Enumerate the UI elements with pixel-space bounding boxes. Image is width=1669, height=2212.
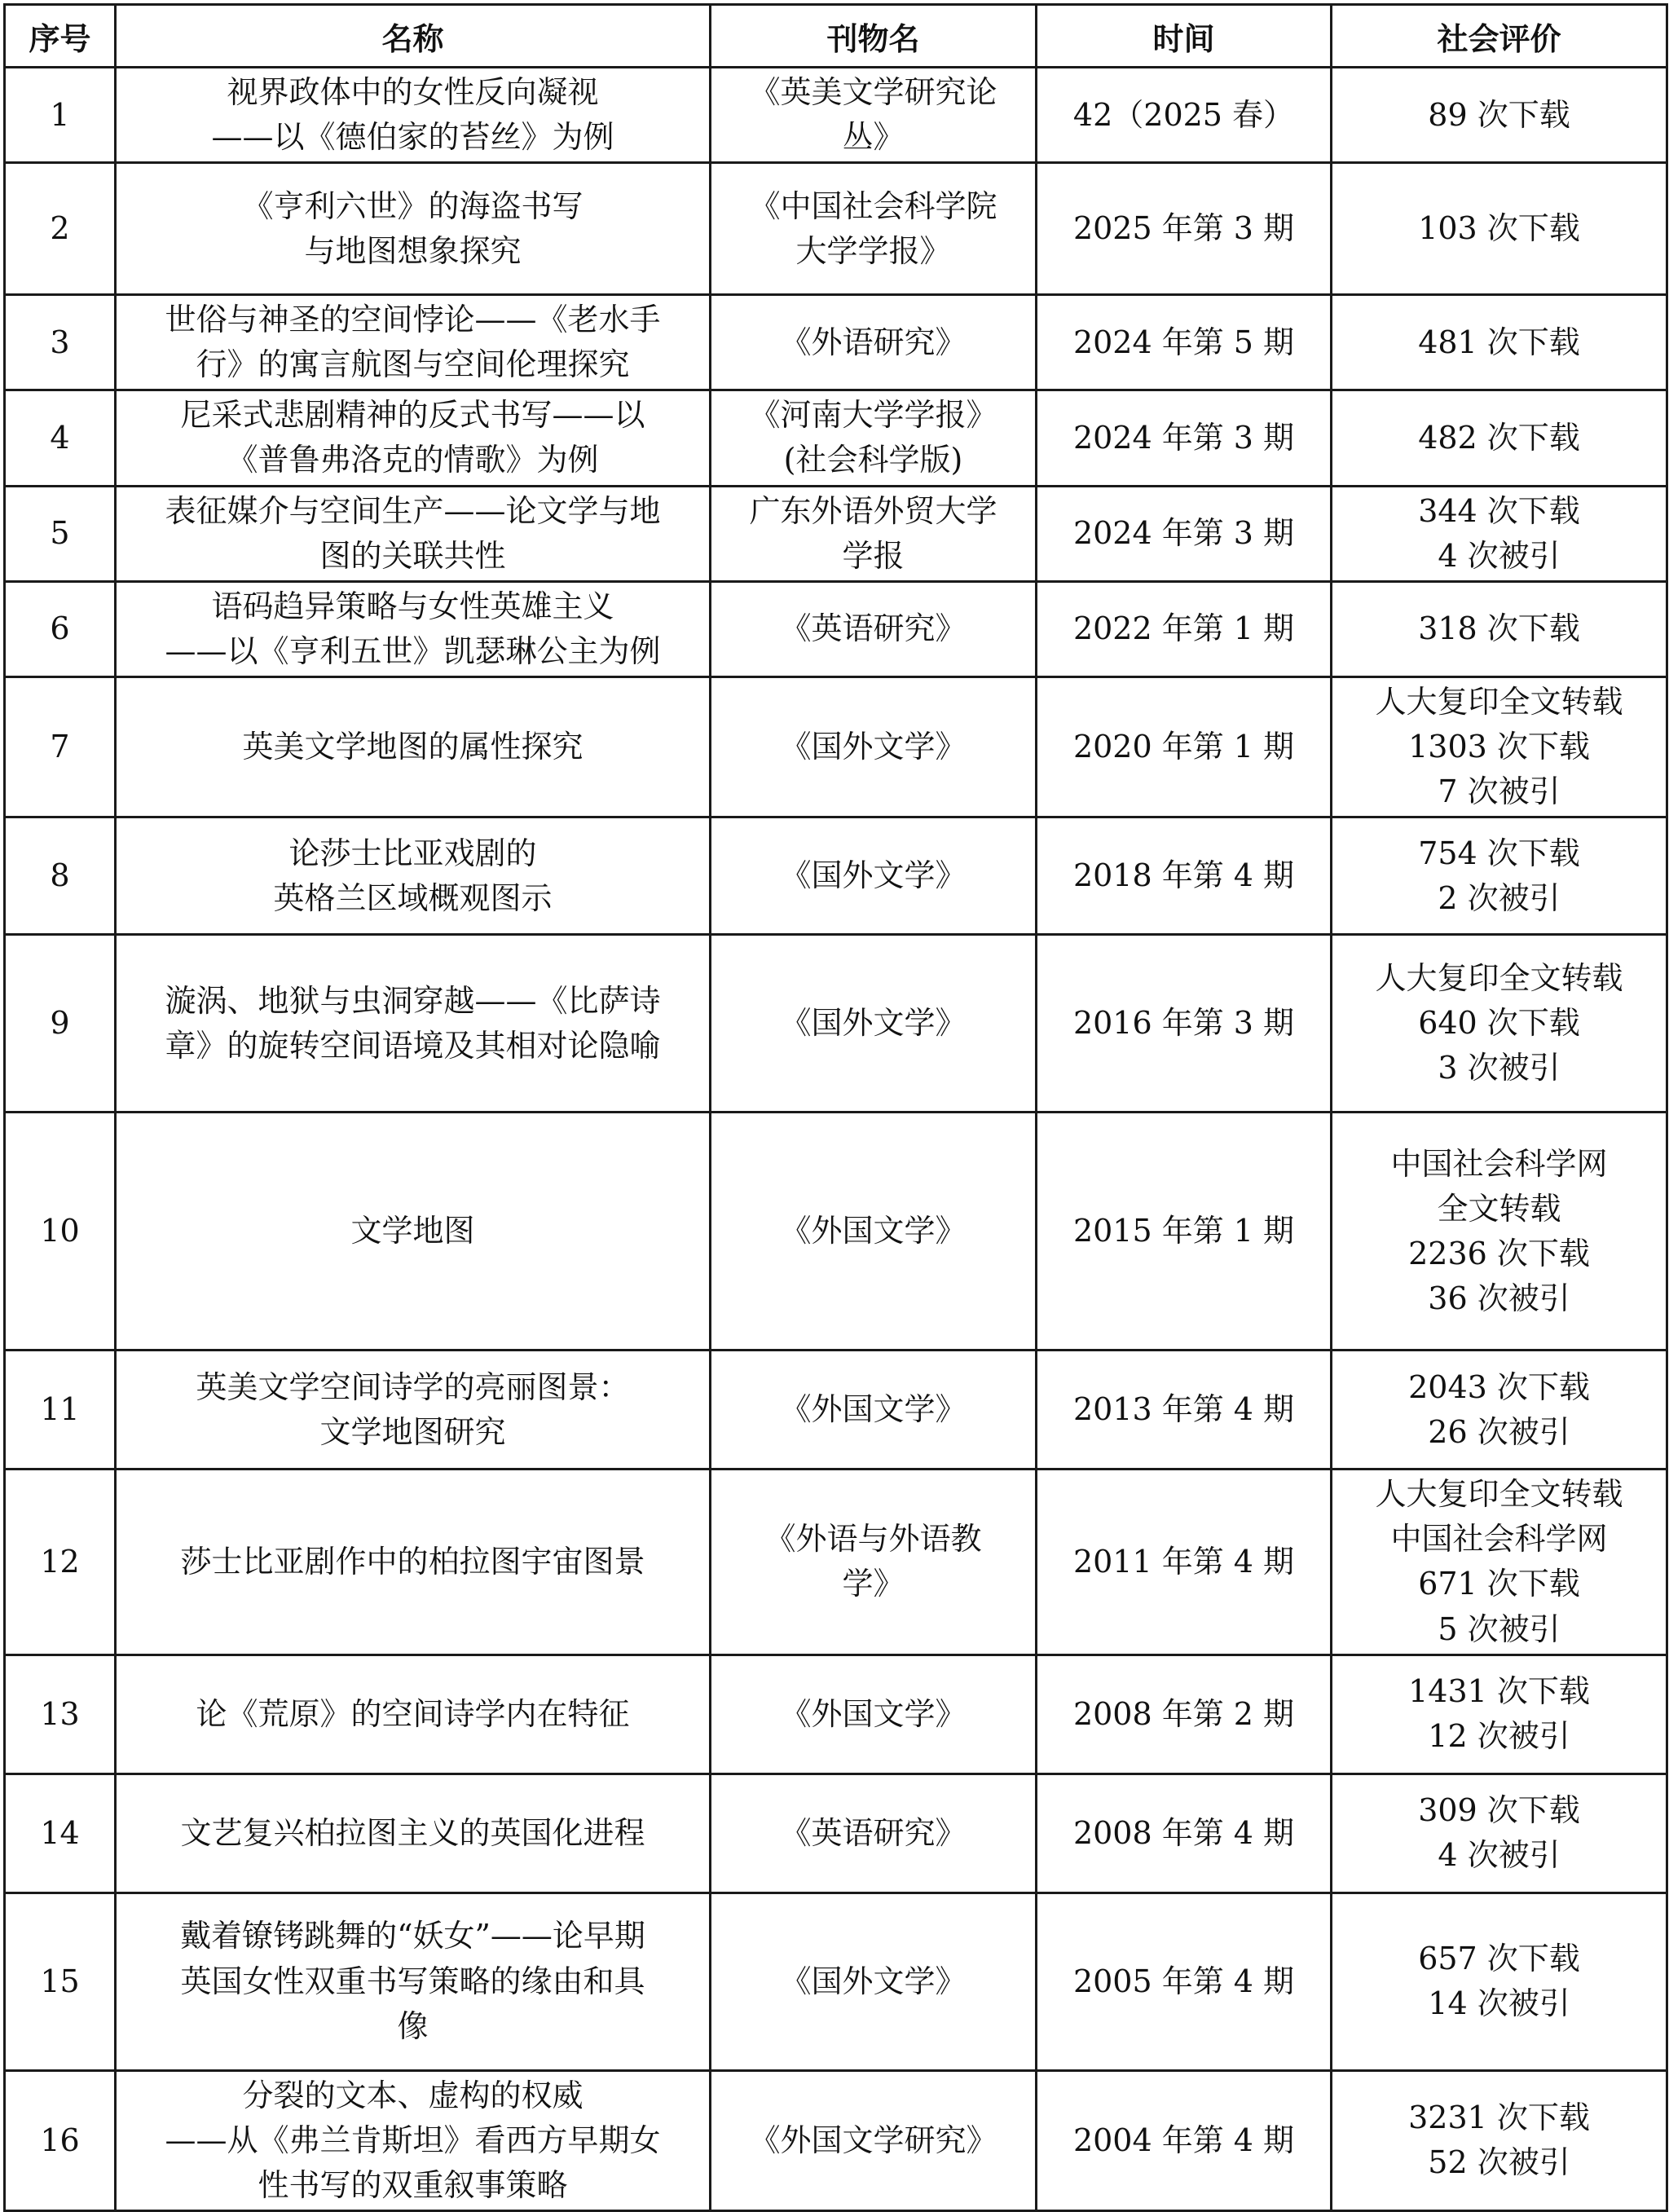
cell-rating: 657 次下载 14 次被引 [1332,1893,1667,2070]
cell-rating: 89 次下载 [1332,68,1667,163]
cell-journal: 《外国文学研究》 [711,2070,1037,2210]
cell-journal: 《英语研究》 [711,581,1037,676]
cell-time: 42（2025 春） [1037,68,1332,163]
cell-rating: 1431 次下载 12 次被引 [1332,1655,1667,1774]
cell-no: 6 [5,581,116,676]
cell-time: 2008 年第 2 期 [1037,1655,1332,1774]
cell-title: 表征媒介与空间生产——论文学与地 图的关联共性 [116,486,711,581]
cell-journal: 《国外文学》 [711,676,1037,817]
cell-rating: 人大复印全文转载 1303 次下载 7 次被引 [1332,676,1667,817]
table-row [5,581,1667,676]
cell-title: 论《荒原》的空间诗学内在特征 [116,1655,711,1774]
cell-time: 2013 年第 4 期 [1037,1351,1332,1470]
table-row [5,163,1667,295]
table-row [5,390,1667,486]
cell-title: 文学地图 [116,1113,711,1351]
cell-time: 2016 年第 3 期 [1037,935,1332,1113]
cell-title: 文艺复兴柏拉图主义的英国化进程 [116,1774,711,1893]
cell-time: 2005 年第 4 期 [1037,1893,1332,2070]
cell-journal: 《国外文学》 [711,935,1037,1113]
table-row [5,1655,1667,1774]
cell-title: 莎士比亚剧作中的柏拉图宇宙图景 [116,1470,711,1655]
table-row [5,68,1667,163]
cell-no: 16 [5,2070,116,2210]
cell-journal: 《国外文学》 [711,817,1037,935]
cell-no: 13 [5,1655,116,1774]
cell-no: 1 [5,68,116,163]
cell-title: 世俗与神圣的空间悖论——《老水手 行》的寓言航图与空间伦理探究 [116,295,711,390]
header-row [5,5,1667,68]
cell-title: 《亨利六世》的海盗书写 与地图想象探究 [116,163,711,295]
publication-table [3,3,1668,2212]
cell-no: 11 [5,1351,116,1470]
cell-title: 漩涡、地狱与虫洞穿越——《比萨诗 章》的旋转空间语境及其相对论隐喻 [116,935,711,1113]
cell-no: 15 [5,1893,116,2070]
cell-journal: 《外语与外语教 学》 [711,1470,1037,1655]
cell-rating: 309 次下载 4 次被引 [1332,1774,1667,1893]
cell-rating: 318 次下载 [1332,581,1667,676]
cell-no: 10 [5,1113,116,1351]
cell-rating: 482 次下载 [1332,390,1667,486]
cell-rating: 103 次下载 [1332,163,1667,295]
cell-time: 2024 年第 3 期 [1037,486,1332,581]
cell-title: 语码趋异策略与女性英雄主义 ——以《亨利五世》凯瑟琳公主为例 [116,581,711,676]
cell-time: 2022 年第 1 期 [1037,581,1332,676]
cell-rating: 481 次下载 [1332,295,1667,390]
cell-journal: 广东外语外贸大学 学报 [711,486,1037,581]
cell-no: 4 [5,390,116,486]
cell-no: 14 [5,1774,116,1893]
cell-title: 戴着镣铐跳舞的“妖女”——论早期 英国女性双重书写策略的缘由和具 像 [116,1893,711,2070]
cell-journal: 《外语研究》 [711,295,1037,390]
cell-journal: 《外国文学》 [711,1113,1037,1351]
header-rating: 社会评价 [1332,5,1667,68]
table-row [5,1470,1667,1655]
table-row [5,1351,1667,1470]
cell-journal: 《外国文学》 [711,1655,1037,1774]
cell-no: 5 [5,486,116,581]
cell-time: 2011 年第 4 期 [1037,1470,1332,1655]
cell-rating: 人大复印全文转载 中国社会科学网 671 次下载 5 次被引 [1332,1470,1667,1655]
cell-no: 3 [5,295,116,390]
table-row [5,486,1667,581]
cell-journal: 《外国文学》 [711,1351,1037,1470]
cell-no: 12 [5,1470,116,1655]
cell-time: 2024 年第 3 期 [1037,390,1332,486]
cell-rating: 754 次下载 2 次被引 [1332,817,1667,935]
cell-no: 7 [5,676,116,817]
cell-rating: 2043 次下载 26 次被引 [1332,1351,1667,1470]
header-no: 序号 [5,5,116,68]
header-time: 时间 [1037,5,1332,68]
cell-time: 2025 年第 3 期 [1037,163,1332,295]
cell-title: 分裂的文本、虚构的权威 ——从《弗兰肯斯坦》看西方早期女 性书写的双重叙事策略 [116,2070,711,2210]
cell-journal: 《英美文学研究论 丛》 [711,68,1037,163]
table-body [5,68,1667,2211]
cell-time: 2015 年第 1 期 [1037,1113,1332,1351]
header-title: 名称 [116,5,711,68]
cell-rating: 3231 次下载 52 次被引 [1332,2070,1667,2210]
cell-rating: 中国社会科学网 全文转载 2236 次下载 36 次被引 [1332,1113,1667,1351]
cell-journal: 《河南大学学报》 (社会科学版) [711,390,1037,486]
header-journal: 刊物名 [711,5,1037,68]
cell-time: 2024 年第 5 期 [1037,295,1332,390]
cell-time: 2020 年第 1 期 [1037,676,1332,817]
cell-title: 英美文学地图的属性探究 [116,676,711,817]
table-row [5,295,1667,390]
cell-title: 英美文学空间诗学的亮丽图景： 文学地图研究 [116,1351,711,1470]
cell-no: 2 [5,163,116,295]
cell-rating: 人大复印全文转载 640 次下载 3 次被引 [1332,935,1667,1113]
cell-no: 9 [5,935,116,1113]
cell-journal: 《国外文学》 [711,1893,1037,2070]
table-row [5,1774,1667,1893]
cell-time: 2004 年第 4 期 [1037,2070,1332,2210]
cell-journal: 《英语研究》 [711,1774,1037,1893]
cell-title: 尼采式悲剧精神的反式书写——以 《普鲁弗洛克的情歌》为例 [116,390,711,486]
cell-time: 2008 年第 4 期 [1037,1774,1332,1893]
cell-title: 论莎士比亚戏剧的 英格兰区域概观图示 [116,817,711,935]
cell-title: 视界政体中的女性反向凝视 ——以《德伯家的苔丝》为例 [116,68,711,163]
table-row [5,817,1667,935]
cell-no: 8 [5,817,116,935]
table-row [5,935,1667,1113]
table-row [5,676,1667,817]
cell-time: 2018 年第 4 期 [1037,817,1332,935]
table-row [5,2070,1667,2210]
cell-journal: 《中国社会科学院 大学学报》 [711,163,1037,295]
table-row [5,1113,1667,1351]
cell-rating: 344 次下载 4 次被引 [1332,486,1667,581]
table-row [5,1893,1667,2070]
